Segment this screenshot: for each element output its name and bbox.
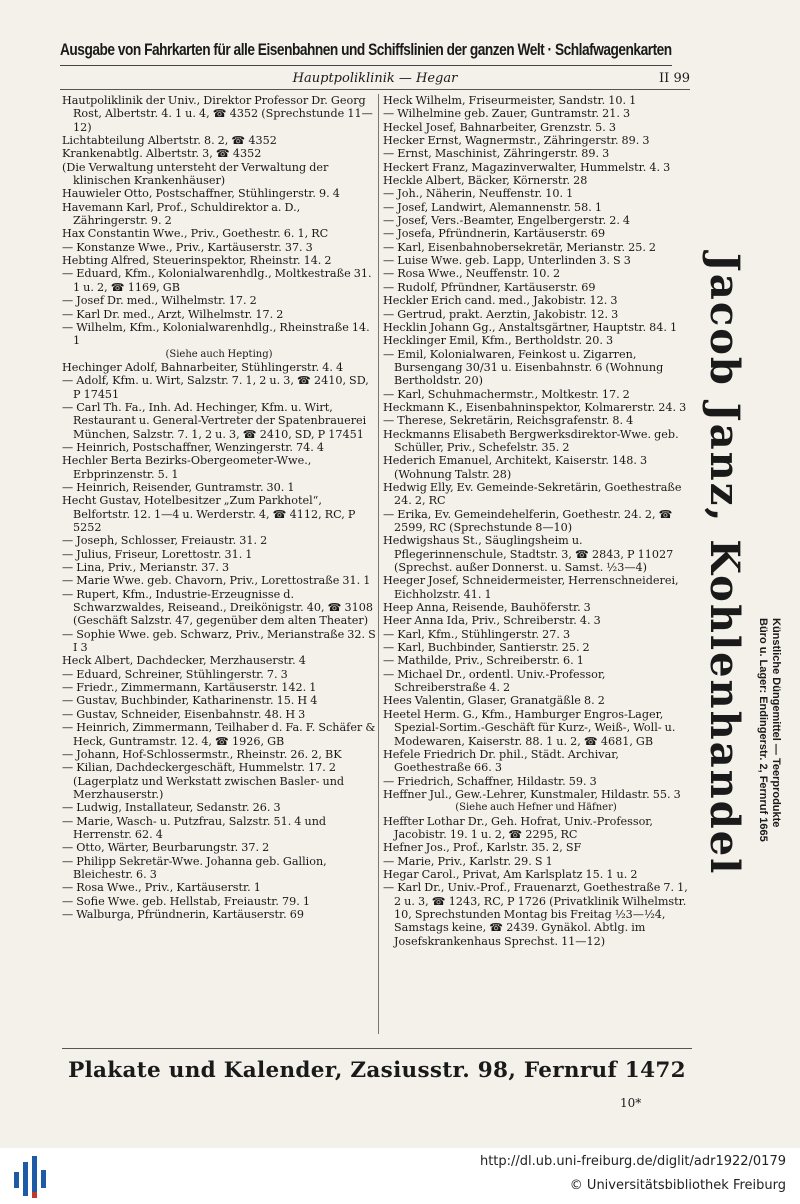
directory-entry: — Therese, Sekretärin, Reichsgrafenstr. 8. 4 <box>383 414 634 428</box>
directory-entry: — Friedrich, Schaffner, Hildastr. 59. 3 <box>383 774 597 788</box>
directory-entry: — Karl, Buchbinder, Santierstr. 25. 2 <box>383 641 590 655</box>
right-column <box>383 94 689 1034</box>
directory-entry: — Konstanze Wwe., Priv., Kartäuserstr. 37. 3 <box>62 240 313 254</box>
directory-entry: — Marie, Priv., Karlstr. 29. S 1 <box>383 854 553 868</box>
side-ad-line-2: Büro u. Lager: Endingerstr. 2, Fernruf 1665 <box>757 618 769 842</box>
directory-entry: — Wilhelmine geb. Zauer, Guntramstr. 21. 3 <box>383 107 631 121</box>
directory-entry: Hederich Emanuel, Architekt, Kaiserstr. 148. 3 (Wohnung Talstr. 28) <box>383 454 648 481</box>
page-marker: 10* <box>620 1096 642 1110</box>
directory-entry: — Mathilde, Priv., Schreiberstr. 6. 1 <box>383 654 584 668</box>
directory-entry: — Rudolf, Pfründner, Kartäuserstr. 69 <box>383 280 596 294</box>
directory-entry: Hedwigshaus St., Säuglingsheim u. Pflegerinnenschule, Stadtstr. 3, ☎ 2843, P 11027 (Sprechst. außer Donnerst. u. Samst. ½3—4) <box>383 534 674 575</box>
directory-entry: Hegar Carol., Privat, Am Karlsplatz 15. 1 u. 2 <box>383 867 638 881</box>
directory-entry: — Carl Th. Fa., Inh. Ad. Hechinger, Kfm. u. Wirt, Restaurant u. General-Vertreter der Spatenbrauerei München, Salzstr. 7. 1, 2 u. 3, ☎ 2410, SD, P 17451 <box>62 400 367 441</box>
directory-entry: — Friedr., Zimmermann, Kartäuserstr. 142. 1 <box>62 681 317 695</box>
directory-entry: (Siehe auch Hepting) <box>165 348 273 360</box>
directory-entry: Heetel Herm. G., Kfm., Hamburger Engros-Lager, Spezial-Sortim.-Geschäft für Kurz-, Weiß-, Woll- u. Modewaren, Kaiserstr. 88. 1 u. 2, ☎ 4681, GB <box>383 707 676 748</box>
directory-entry: — Gertrud, prakt. Aerztin, Jakobistr. 12. 3 <box>383 307 619 321</box>
directory-entry: — Karl, Kfm., Stühlingerstr. 27. 3 <box>383 627 571 641</box>
running-head <box>60 68 690 90</box>
directory-entry: Krankenabtlg. Albertstr. 3, ☎ 4352 <box>62 147 262 161</box>
directory-entry: — Ernst, Maschinist, Zähringerstr. 89. 3 <box>383 147 610 161</box>
directory-entry: Hecklinger Emil, Kfm., Bertholdstr. 20. 3 <box>383 334 614 348</box>
directory-entry: — Josef Dr. med., Wilhelmstr. 17. 2 <box>62 294 257 308</box>
directory-entry: Lichtabteilung Albertstr. 8. 2, ☎ 4352 <box>62 134 277 148</box>
directory-entry: — Rosa Wwe., Neuffenstr. 10. 2 <box>383 267 561 281</box>
directory-entry: — Marie, Wasch- u. Putzfrau, Salzstr. 51. 4 und Herrenstr. 62. 4 <box>62 814 327 841</box>
directory-entry: — Otto, Wärter, Beurbarungstr. 37. 2 <box>62 841 270 855</box>
directory-entry: — Karl Dr. med., Arzt, Wilhelmstr. 17. 2 <box>62 307 284 321</box>
copyright-notice: © Universitätsbibliothek Freiburg <box>569 1178 786 1193</box>
directory-entry: — Joseph, Schlosser, Freiaustr. 31. 2 <box>62 534 268 548</box>
directory-entry: — Joh., Näherin, Neuffenstr. 10. 1 <box>383 187 574 201</box>
directory-entry: (Siehe auch Hefner und Häfner) <box>455 802 617 814</box>
directory-entry: Havemann Karl, Prof., Schuldirektor a. D., Zähringerstr. 9. 2 <box>62 200 301 228</box>
left-column <box>62 94 376 1034</box>
directory-entry: — Josefa, Pfründnerin, Kartäuserstr. 69 <box>383 227 606 241</box>
directory-entry: Heck Wilhelm, Friseurmeister, Sandstr. 10. 1 <box>383 94 637 107</box>
side-ad-line-1: Künstliche Düngemittel — Teerprodukte <box>770 618 782 828</box>
directory-entry: Hefele Friedrich Dr. phil., Städt. Archivar, Goethestraße 66. 3 <box>383 747 619 775</box>
directory-entry: — Wilhelm, Kfm., Kolonialwarenhdlg., Rheinstraße 14. 1 <box>62 320 370 348</box>
directory-entry: — Sofie Wwe. geb. Hellstab, Freiaustr. 79. 1 <box>62 894 310 908</box>
directory-entry: — Marie Wwe. geb. Chavorn, Priv., Lorettostraße 31. 1 <box>62 574 371 588</box>
directory-entry: — Adolf, Kfm. u. Wirt, Salzstr. 7. 1, 2 u. 3, ☎ 2410, SD, P 17451 <box>62 374 369 401</box>
directory-entry: — Heinrich, Reisender, Guntramstr. 30. 1 <box>62 480 295 494</box>
directory-entry: Hees Valentin, Glaser, Granatgäßle 8. 2 <box>383 694 605 708</box>
directory-entry: — Julius, Friseur, Lorettostr. 31. 1 <box>62 547 253 561</box>
directory-entry: — Kilian, Dachdeckergeschäft, Hummelstr. 17. 2 (Lagerplatz und Werkstatt zwischen Basler- und Merzhauserstr.) <box>62 761 345 801</box>
directory-entry: — Rupert, Kfm., Industrie-Erzeugnisse d. Schwarzwaldes, Reiseand., Dreikönigstr. 40, ☎ 3108 (Geschäft Salzstr. 47, gegenüber dem alten Theater) <box>62 587 374 628</box>
directory-entry: — Lina, Priv., Merianstr. 37. 3 <box>62 561 230 575</box>
running-head-page-number: II 99 <box>659 71 690 86</box>
directory-entry: — Luise Wwe. geb. Lapp, Unterlinden 3. S 3 <box>383 254 631 268</box>
library-logo-icon <box>12 1152 52 1200</box>
directory-entry: Heckler Erich cand. med., Jakobistr. 12. 3 <box>383 294 618 308</box>
directory-entry: — Heinrich, Postschaffner, Wenzingerstr. 74. 4 <box>62 440 324 454</box>
directory-entry: Hautpoliklinik der Univ., Direktor Professor Dr. Georg Rost, Albertstr. 4. 1 u. 4, ☎ 4352 (Sprechstunde 11—12) <box>62 94 373 134</box>
side-ad-details <box>754 618 782 1034</box>
directory-entry: Heer Anna Ida, Priv., Schreiberstr. 4. 3 <box>383 614 601 628</box>
directory-entry: — Rosa Wwe., Priv., Kartäuserstr. 1 <box>62 881 261 895</box>
directory-entry: Hecker Ernst, Wagnermstr., Zähringerstr. 89. 3 <box>383 134 650 148</box>
directory-entry: Hauwieler Otto, Postschaffner, Stühlingerstr. 9. 4 <box>62 187 340 201</box>
permalink-link[interactable]: http://dl.ub.uni-freiburg.de/diglit/adr1922/0179 <box>479 1154 786 1169</box>
bottom-advertisement: Plakate und Kalender, Zasiusstr. 98, Fernruf 1472 <box>62 1048 692 1092</box>
directory-entry: — Philipp Sekretär-Wwe. Johanna geb. Gallion, Bleichestr. 6. 3 <box>62 854 327 881</box>
page-banner: Ausgabe von Fahrkarten für alle Eisenbahnen und Schiffslinien der ganzen Welt · Schlafwagenkarten <box>60 36 672 66</box>
directory-entry: — Gustav, Buchbinder, Katharinenstr. 15. H 4 <box>62 694 318 708</box>
directory-entry: — Erika, Ev. Gemeindehelferin, Goethestr. 24. 2, ☎ 2599, RC (Sprechstunde 8—10) <box>383 507 673 534</box>
directory-entry: — Josef, Landwirt, Alemannenstr. 58. 1 <box>383 200 602 214</box>
directory-entry: — Karl, Eisenbahnobersekretär, Merianstr. 25. 2 <box>383 240 657 254</box>
directory-entry: — Sophie Wwe. geb. Schwarz, Priv., Merianstraße 32. S I 3 <box>62 627 376 655</box>
directory-entry: Hedwig Elly, Ev. Gemeinde-Sekretärin, Goethestraße 24. 2, RC <box>383 480 682 508</box>
running-head-title: Hauptpoliklinik — Hegar <box>292 71 458 86</box>
directory-entry: — Josef, Vers.-Beamter, Engelbergerstr. 2. 4 <box>383 214 631 228</box>
directory-entry: Heffner Jul., Gew.-Lehrer, Kunstmaler, Hildastr. 55. 3 <box>383 787 681 801</box>
directory-entry: — Emil, Kolonialwaren, Feinkost u. Zigarren, Bursengang 30/31 u. Eisenbahnstr. 6 (Wohnung Bertholdstr. 20) <box>383 347 664 388</box>
directory-entry: Heckmann K., Eisenbahninspektor, Kolmarerstr. 24. 3 <box>383 400 687 414</box>
directory-entry: Heckle Albert, Bäcker, Körnerstr. 28 <box>383 174 588 188</box>
directory-entry: Hecht Gustav, Hotelbesitzer „Zum Parkhotel“, Belfortstr. 12. 1—4 u. Werderstr. 4, ☎ 4112, RC, P 5252 <box>62 494 356 534</box>
side-ad-headline: Jacob Janz, Kohlenhandel <box>701 252 748 876</box>
directory-entry: Hechinger Adolf, Bahnarbeiter, Stühlingerstr. 4. 4 <box>62 360 344 374</box>
directory-entry: (Die Verwaltung untersteht der Verwaltung der klinischen Krankenhäuser) <box>62 160 329 188</box>
directory-entry: — Eduard, Kfm., Kolonialwarenhdlg., Moltkestraße 31. 1 u. 2, ☎ 1169, GB <box>62 267 372 294</box>
directory-entry: Hefner Jos., Prof., Karlstr. 35. 2, SF <box>383 841 582 855</box>
directory-entry: — Michael Dr., ordentl. Univ.-Professor, Schreiberstraße 4. 2 <box>383 667 606 695</box>
column-divider <box>378 94 379 1034</box>
directory-entry: Hecklin Johann Gg., Anstaltsgärtner, Hauptstr. 84. 1 <box>383 320 678 334</box>
directory-entry: — Ludwig, Installateur, Sedanstr. 26. 3 <box>62 801 281 815</box>
directory-entry: Heckmanns Elisabeth Bergwerksdirektor-Wwe. geb. Schüller, Priv., Schefelstr. 35. 2 <box>383 427 679 454</box>
directory-entry: — Karl, Schuhmachermstr., Moltkestr. 17. 2 <box>383 387 630 401</box>
directory-entry: Heffter Lothar Dr., Geh. Hofrat, Univ.-Professor, Jacobistr. 19. 1 u. 2, ☎ 2295, RC <box>383 814 653 841</box>
directory-entry: — Gustav, Schneider, Eisenbahnstr. 48. H 3 <box>62 707 306 721</box>
directory-entry: Hebting Alfred, Steuerinspektor, Rheinstr. 14. 2 <box>62 254 332 268</box>
directory-entry: — Heinrich, Zimmermann, Teilhaber d. Fa. F. Schäfer & Heck, Guntramstr. 12. 4, ☎ 1926, GB <box>62 721 376 748</box>
directory-entry: — Karl Dr., Univ.-Prof., Frauenarzt, Goethestraße 7. 1, 2 u. 3, ☎ 1243, RC, P 1726 (Privatklinik Wilhelmstr. 10, Sprechstunden Montag bis Freitag ½3—½4, Samstags keine, ☎ 2439. Gynäkol. Abtlg. im Josefskrankenhaus Sprechst. 11—12) <box>383 881 688 948</box>
directory-entry: Heep Anna, Reisende, Bauhöferstr. 3 <box>383 601 591 615</box>
viewer-footer <box>0 1148 800 1204</box>
directory-entry: Hax Constantin Wwe., Priv., Goethestr. 6. 1, RC <box>62 227 329 241</box>
directory-entry: Heck Albert, Dachdecker, Merzhauserstr. 4 <box>62 654 306 668</box>
directory-entry: Heckert Franz, Magazinverwalter, Hummelstr. 4. 3 <box>383 160 671 174</box>
directory-entry: — Johann, Hof-Schlossermstr., Rheinstr. 26. 2, BK <box>62 747 342 761</box>
directory-entry: — Eduard, Schreiner, Stühlingerstr. 7. 3 <box>62 667 288 681</box>
side-advertisement <box>694 94 786 1034</box>
directory-entry: Heckel Josef, Bahnarbeiter, Grenzstr. 5. 3 <box>383 120 616 134</box>
directory-entry: Hechler Berta Bezirks-Obergeometer-Wwe., Erbprinzenstr. 5. 1 <box>62 454 312 481</box>
directory-entry: Heeger Josef, Schneidermeister, Herrenschneiderei, Eichholzstr. 41. 1 <box>383 574 679 601</box>
directory-entry: — Walburga, Pfründnerin, Kartäuserstr. 69 <box>62 907 304 921</box>
